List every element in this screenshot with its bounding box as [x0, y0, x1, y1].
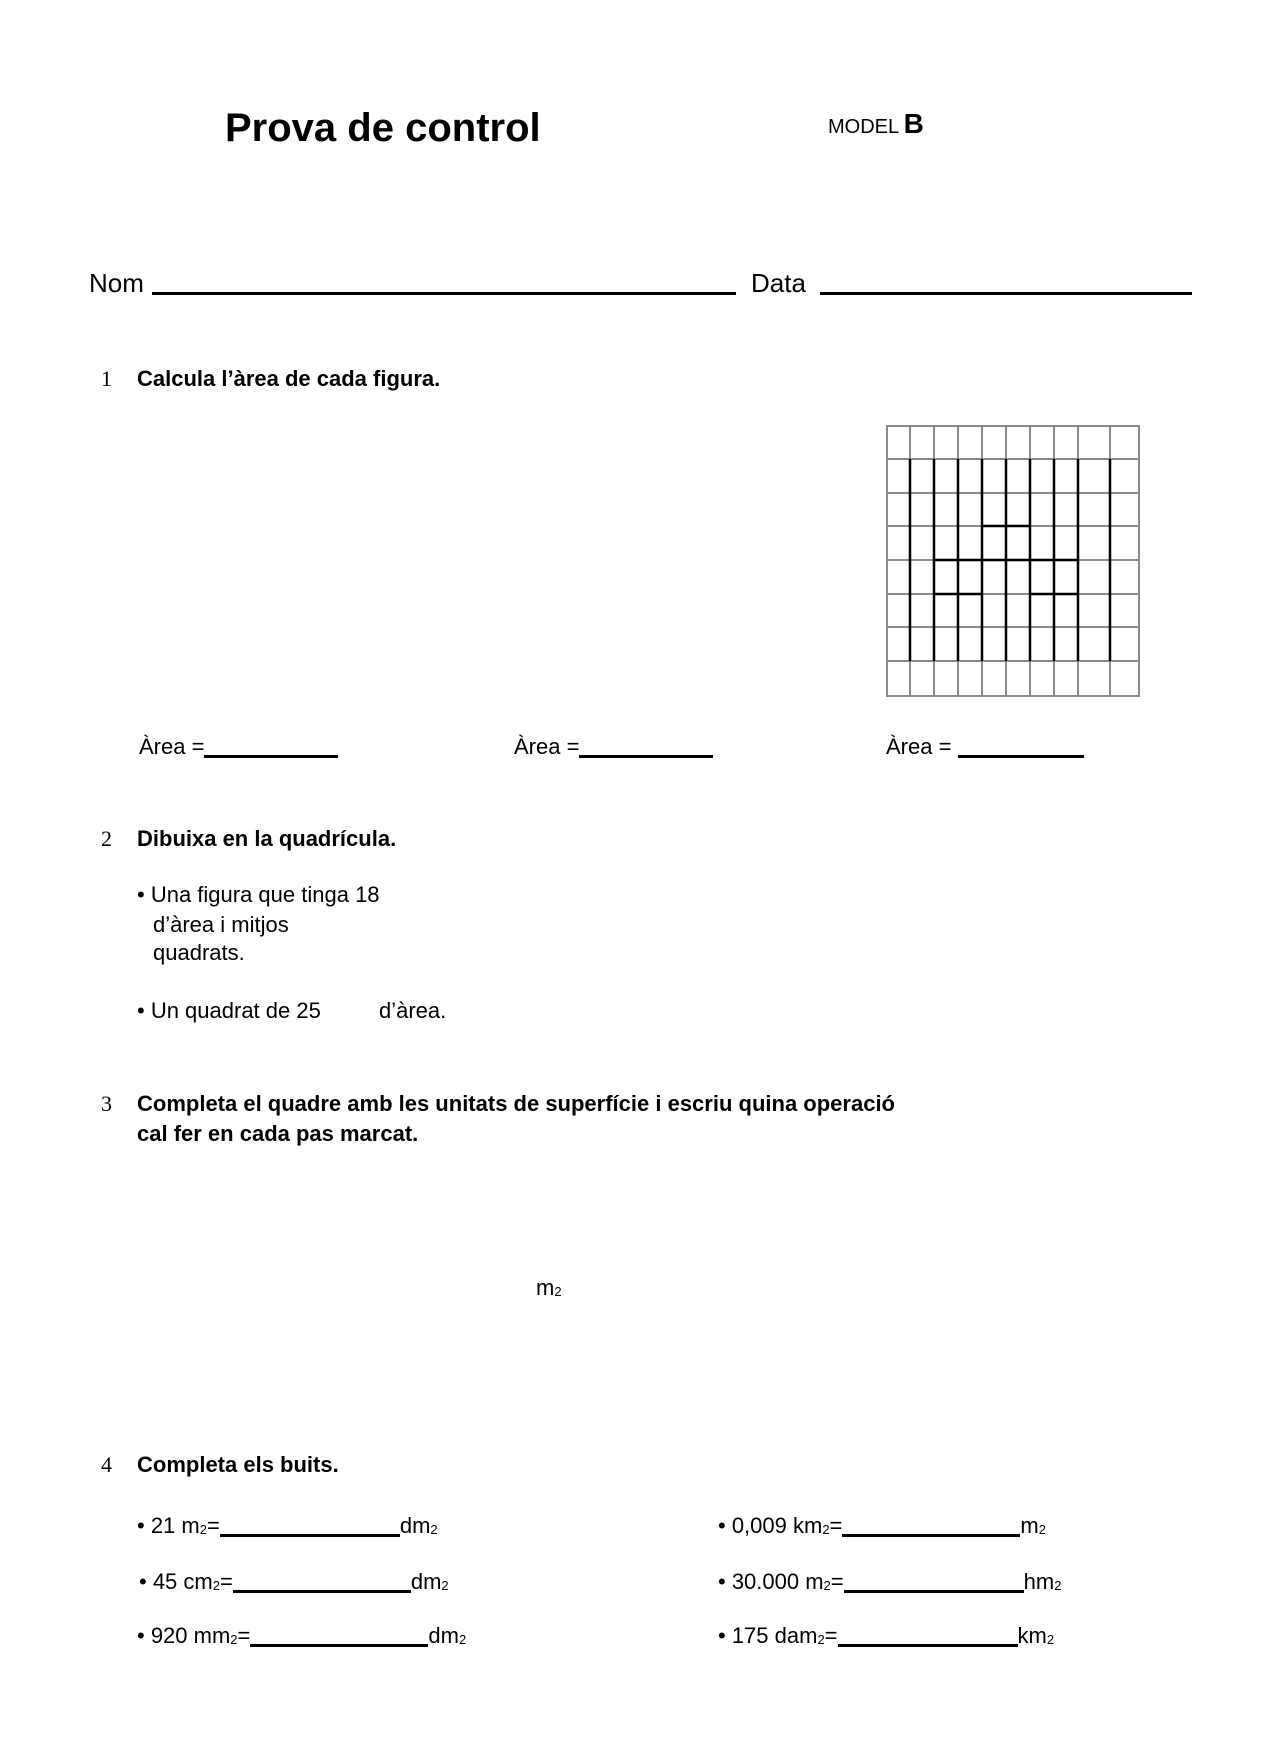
area-input-line-1[interactable]	[204, 731, 338, 758]
q4-item-1	[137, 1510, 438, 1539]
question-3-title-line-2: cal fer en cada pas marcat.	[137, 1121, 419, 1146]
area-answer-3	[886, 731, 1084, 760]
question-1-title: Calcula l’àrea de cada figura.	[137, 366, 441, 391]
q4-item-3	[137, 1620, 466, 1649]
q4-item-3-eq: =	[237, 1623, 251, 1648]
q4-item-3-input-line[interactable]	[250, 1620, 428, 1647]
q3-unit-exp: 2	[554, 1284, 562, 1299]
q4-item-4-eq: =	[829, 1513, 843, 1538]
q4-item-4-left: • 0,009 km	[718, 1513, 823, 1538]
q4-item-3-right-exp: 2	[458, 1632, 467, 1647]
q4-item-2	[139, 1566, 449, 1595]
question-3-title-line-1: Completa el quadre amb les unitats de superfície i escriu quina operació	[137, 1091, 895, 1116]
q4-item-6-input-line[interactable]	[838, 1620, 1018, 1647]
q4-item-6-left: • 175 dam	[718, 1623, 818, 1648]
q2-bullet-1-line-3: quadrats.	[153, 940, 245, 965]
area-label-1: Àrea =	[139, 734, 205, 759]
q4-item-5-input-line[interactable]	[844, 1566, 1024, 1593]
q4-item-3-left: • 920 mm	[137, 1623, 231, 1648]
q2-bullet-1-line-1: • Una figura que tinga 18	[137, 882, 380, 907]
question-number-1: 1	[101, 366, 112, 391]
q3-unit-m2	[536, 1275, 562, 1301]
question-number-4: 4	[101, 1452, 112, 1477]
q3-unit-base: m	[536, 1275, 555, 1300]
q4-item-1-input-line[interactable]	[220, 1510, 400, 1537]
q4-item-2-left-exp: 2	[212, 1578, 220, 1593]
date-label: Data	[751, 268, 806, 298]
q4-item-6-right: km	[1017, 1623, 1047, 1648]
q4-item-4-left-exp: 2	[822, 1522, 830, 1537]
model-letter: B	[903, 108, 924, 139]
area-label-2: Àrea =	[514, 734, 580, 759]
q4-item-6	[718, 1620, 1054, 1649]
name-label: Nom	[89, 268, 144, 298]
q4-item-4	[718, 1510, 1046, 1539]
q4-item-4-right-exp: 2	[1038, 1522, 1046, 1537]
q4-item-5-right-exp: 2	[1054, 1578, 1062, 1593]
q4-item-1-right: dm	[399, 1513, 431, 1538]
q4-item-1-right-exp: 2	[430, 1522, 438, 1537]
question-number-3: 3	[101, 1091, 112, 1116]
q4-item-1-left-exp: 2	[199, 1522, 207, 1537]
model-label: MODEL	[828, 116, 900, 138]
q4-item-5-left: • 30.000 m	[718, 1569, 824, 1594]
q1-grid-figure	[886, 425, 1140, 697]
q4-item-2-eq: =	[219, 1569, 233, 1594]
area-label-3: Àrea =	[886, 734, 952, 759]
q4-item-6-left-exp: 2	[817, 1632, 825, 1647]
area-input-line-2[interactable]	[579, 731, 713, 758]
q4-item-2-input-line[interactable]	[233, 1566, 411, 1593]
q4-item-1-left: • 21 m	[137, 1513, 200, 1538]
q2-bullet-2-part-a: • Un quadrat de 25	[137, 998, 321, 1023]
q4-item-5-right: hm	[1023, 1569, 1055, 1594]
q4-item-3-right: dm	[428, 1623, 459, 1648]
area-answer-2	[514, 731, 713, 760]
q4-item-5	[718, 1566, 1061, 1595]
model-indicator	[828, 108, 924, 140]
q4-item-6-right-exp: 2	[1046, 1632, 1055, 1647]
page-title: Prova de control	[225, 106, 541, 150]
area-answer-1	[139, 731, 338, 760]
area-input-line-3[interactable]	[958, 731, 1084, 758]
q2-bullet-1-line-2: d’àrea i mitjos	[153, 912, 289, 937]
q4-item-4-input-line[interactable]	[842, 1510, 1020, 1537]
question-2-title: Dibuixa en la quadrícula.	[137, 826, 397, 851]
q4-item-5-left-exp: 2	[823, 1578, 831, 1593]
q4-item-6-eq: =	[824, 1623, 838, 1648]
q4-item-1-eq: =	[206, 1513, 220, 1538]
question-number-2: 2	[101, 826, 112, 851]
q4-item-3-left-exp: 2	[230, 1632, 238, 1647]
date-field-line[interactable]	[820, 292, 1192, 295]
q4-item-2-right-exp: 2	[441, 1578, 449, 1593]
q4-item-2-right: dm	[410, 1569, 442, 1594]
question-4-title: Completa els buits.	[137, 1452, 339, 1477]
q4-item-4-right: m	[1020, 1513, 1039, 1538]
q4-item-2-left: • 45 cm	[139, 1569, 213, 1594]
q4-item-5-eq: =	[830, 1569, 844, 1594]
name-field-line[interactable]	[152, 292, 736, 295]
q2-bullet-2-part-b: d’àrea.	[379, 998, 447, 1023]
